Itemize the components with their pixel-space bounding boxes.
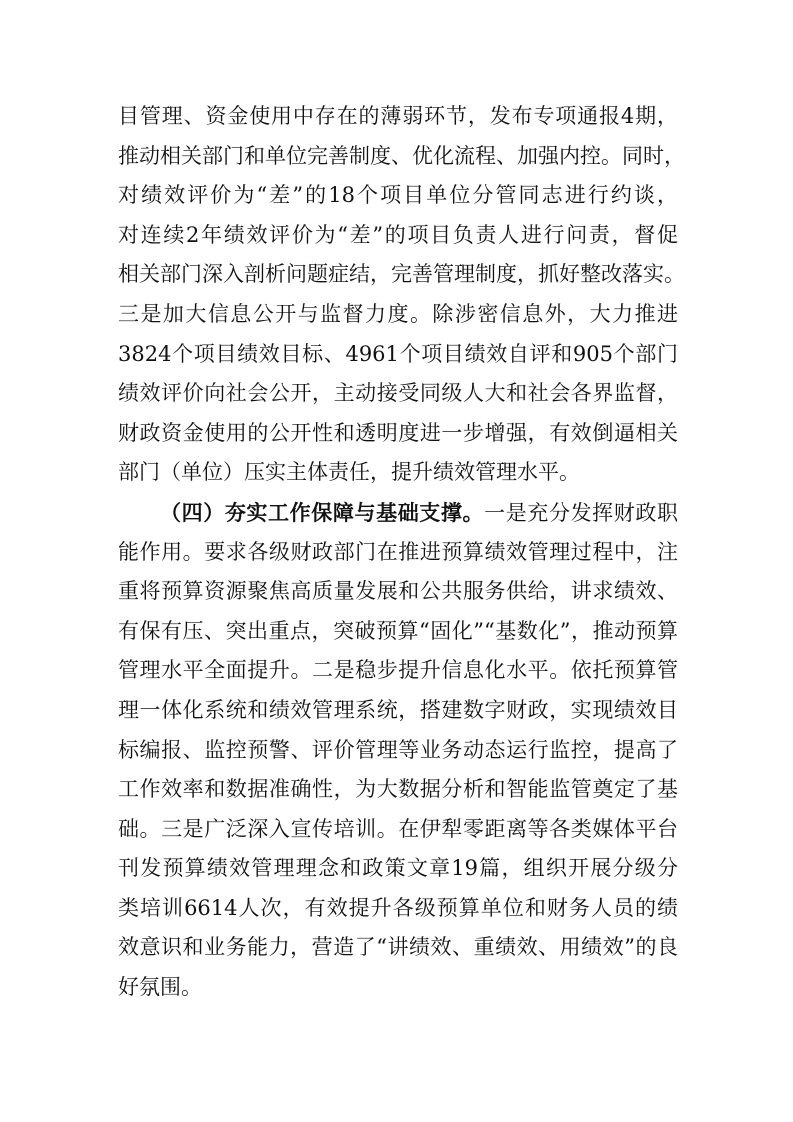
text-line: 础。三是广泛深入宣传培训。在伊犁零距离等各类媒体平台 (118, 816, 678, 841)
text-line: 部门（单位）压实主体责任，提升绩效管理水平。 (118, 460, 580, 485)
text-line: 工作效率和数据准确性，为大数据分析和智能监管奠定了基 (118, 777, 678, 802)
text-line: 三是加大信息公开与监督力度。除涉密信息外，大力推进 (118, 301, 678, 326)
text-line: 好氛围。 (118, 975, 202, 1000)
text-line: 能作用。要求各级财政部门在推进预算绩效管理过程中，注 (118, 539, 678, 564)
text-line: 效意识和业务能力，营造了“讲绩效、重绩效、用绩效”的良 (118, 935, 678, 960)
text-line: 类培训6614人次，有效提升各级预算单位和财务人员的绩 (118, 895, 678, 920)
text-line: 对连续2年绩效评价为“差”的项目负责人进行问责，督促 (118, 222, 678, 247)
section-heading: （四）夯实工作保障与基础支撑。 (160, 499, 485, 525)
text-line: 理一体化系统和绩效管理系统，搭建数字财政，实现绩效目 (118, 697, 678, 722)
section-heading-rest: 一是充分发挥财政职 (484, 500, 679, 525)
text-line: 绩效评价向社会公开，主动接受同级人大和社会各界监督， (118, 381, 678, 406)
text-line: 重将预算资源聚焦高质量发展和公共服务供给，讲求绩效、 (118, 579, 678, 604)
section-heading-line (118, 493, 678, 533)
text-line: 相关部门深入剖析问题症结，完善管理制度，抓好整改落实。 (118, 262, 685, 287)
text-line: 管理水平全面提升。二是稳步提升信息化水平。依托预算管 (118, 658, 678, 683)
text-line: 财政资金使用的公开性和透明度进一步增强，有效倒逼相关 (118, 420, 678, 445)
text-line: 标编报、监控预警、评价管理等业务动态运行监控，提高了 (118, 737, 678, 762)
text-line: 推动相关部门和单位完善制度、优化流程、加强内控。同时， (118, 143, 685, 168)
text-line: 目管理、资金使用中存在的薄弱环节，发布专项通报4期， (118, 104, 678, 128)
text-line: 有保有压、突出重点，突破预算“固化”“基数化”，推动预算 (118, 618, 678, 643)
text-line: 刊发预算绩效管理理念和政策文章19篇，组织开展分级分 (118, 856, 678, 881)
body-text (118, 97, 685, 1008)
text-line: 3824个项目绩效目标、4961个项目绩效自评和905个部门 (118, 341, 678, 366)
text-line: 对绩效评价为“差”的18个项目单位分管同志进行约谈， (118, 183, 678, 208)
